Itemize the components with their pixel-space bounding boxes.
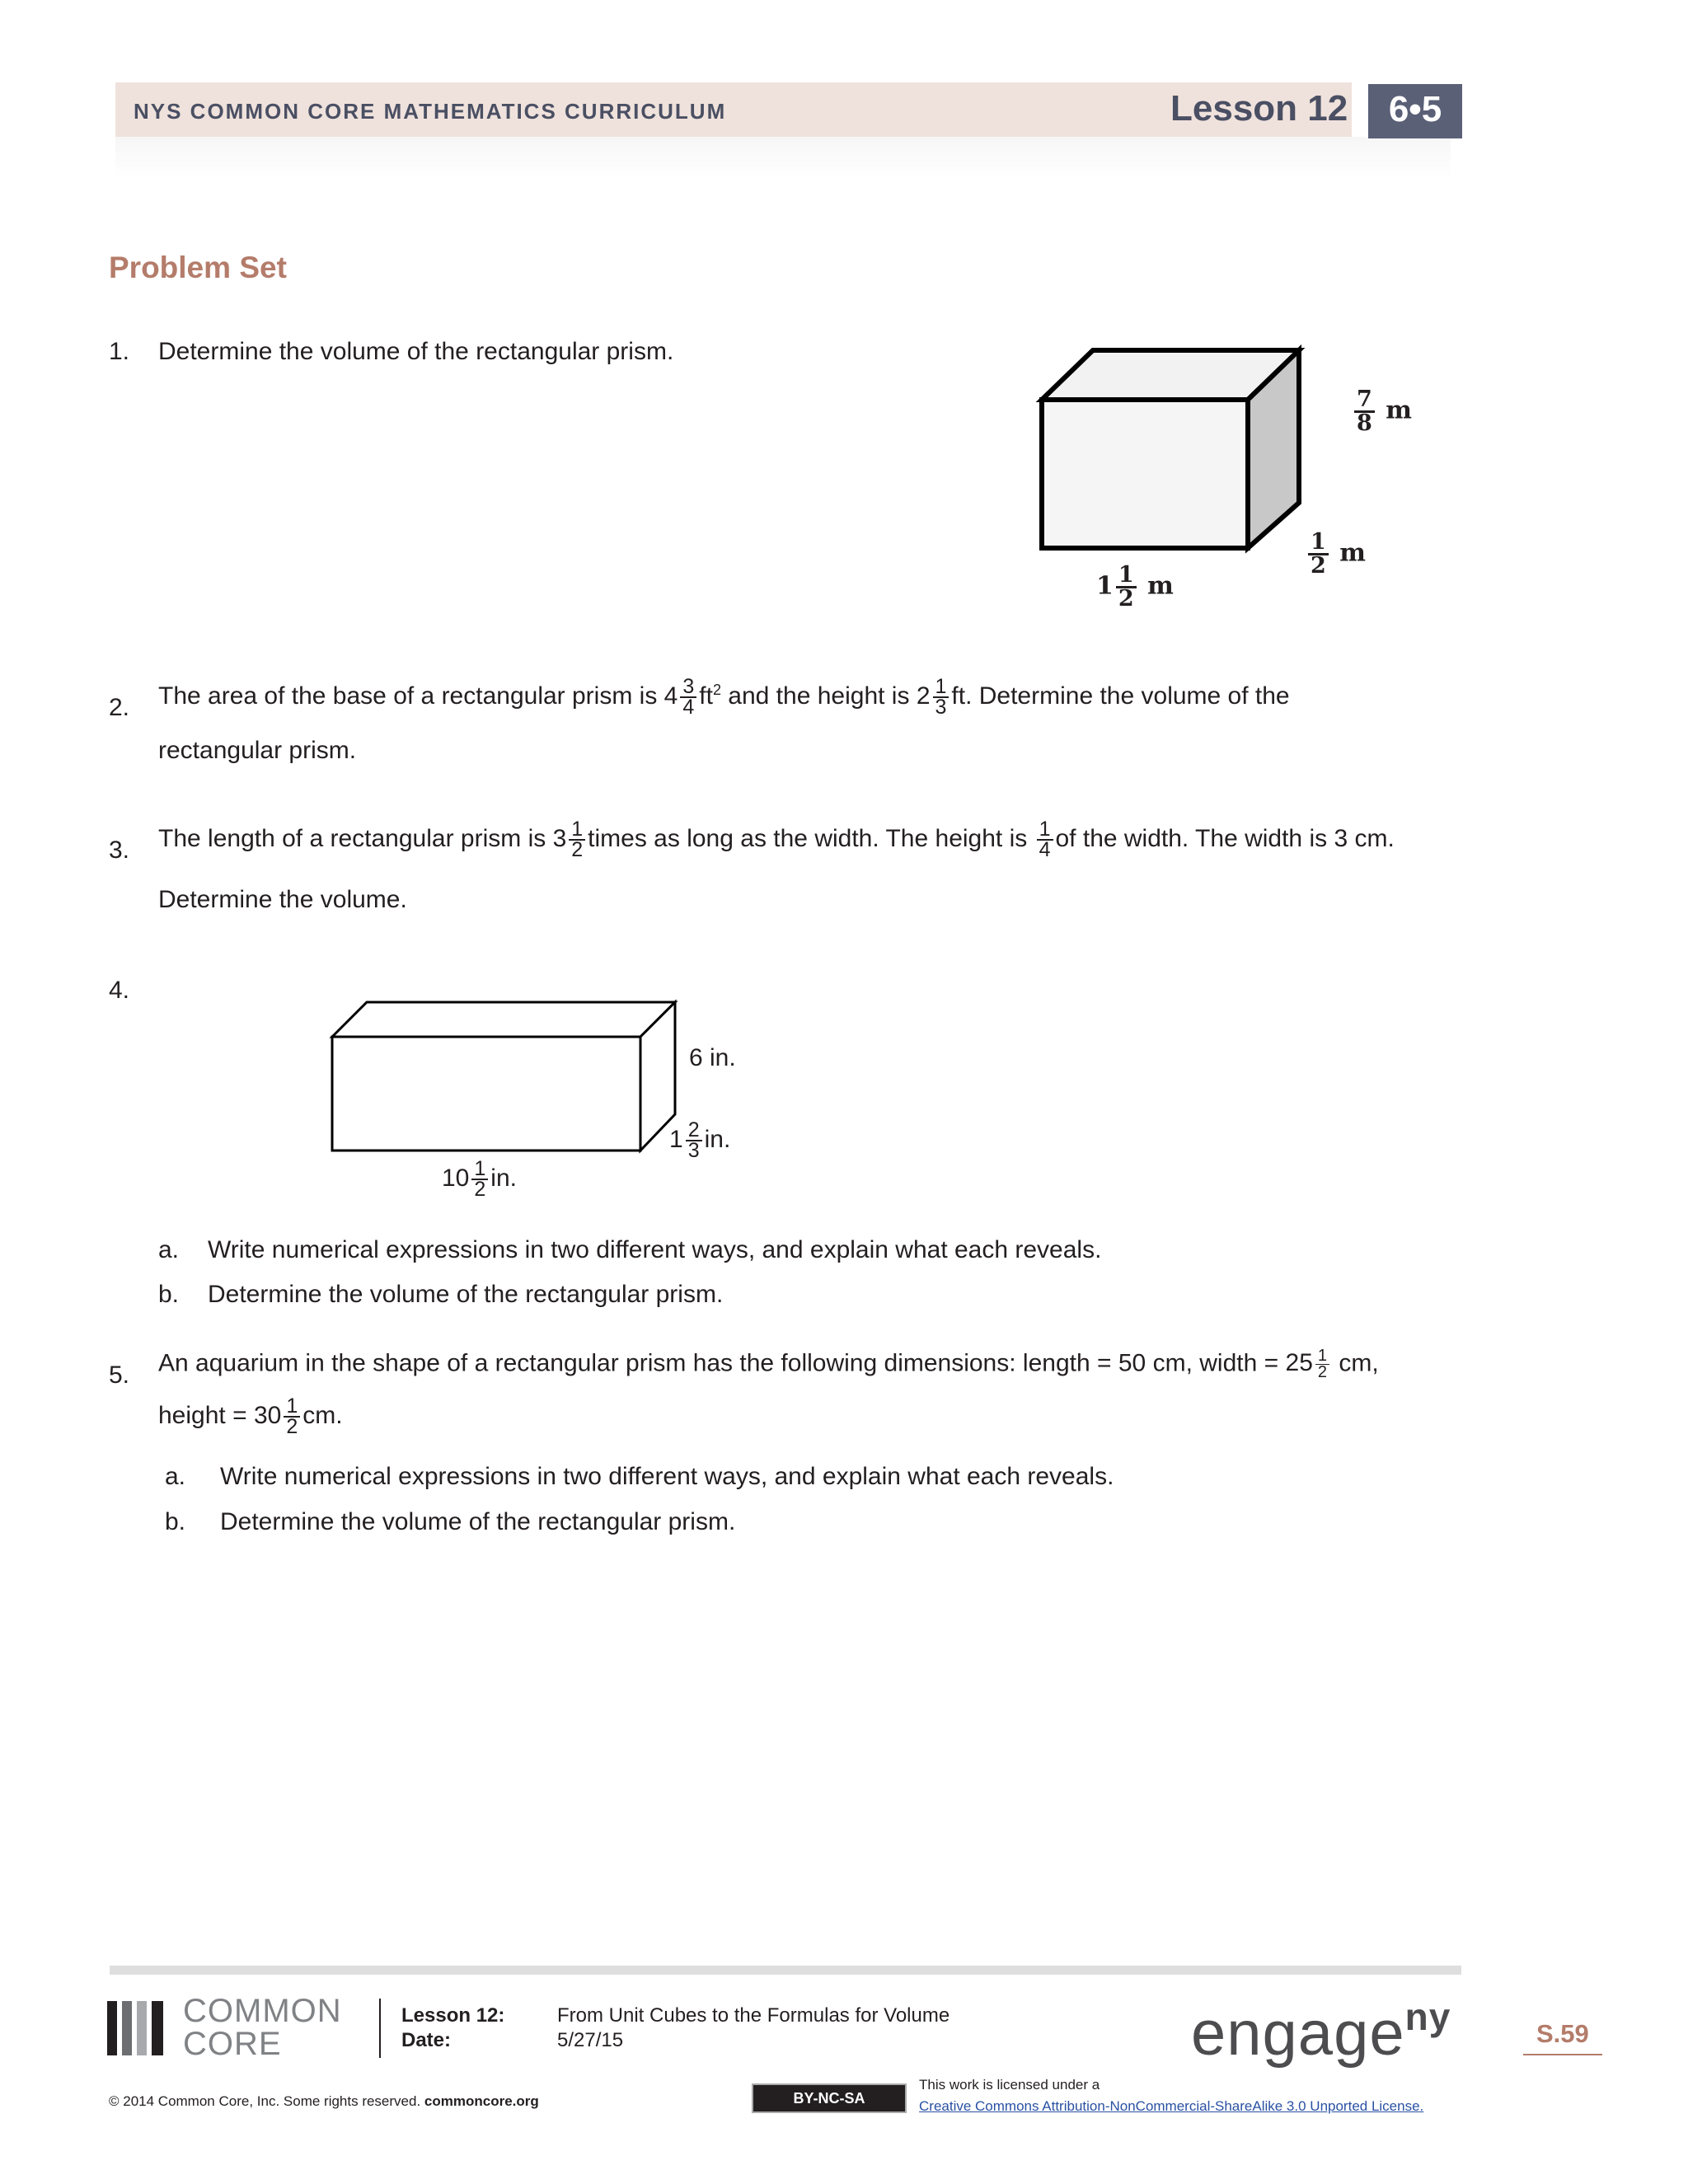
common-core-logo-line-1: COMMON	[183, 1993, 342, 2029]
problem-2-line-2: rectangular prism.	[158, 737, 357, 764]
header-shadow	[115, 137, 1451, 178]
problem-4a-text: Write numerical expressions in two different ways, and explain what each reveals.	[208, 1236, 1102, 1263]
problem-2-line-1: The area of the base of a rectangular prism is 4 $\frac{3}{4}$ $ft^2$ and the height is 2 $\frac{1}{3}$ ft. Determine the volume of the	[158, 675, 1290, 719]
page-number-underline	[1523, 2054, 1602, 2055]
problem-5-line-2: height = 30 $\frac{1}{2}$ cm.	[158, 1394, 343, 1438]
problem-2-number: 2.	[109, 694, 130, 721]
problem-3-number: 3.	[109, 837, 130, 864]
problem-4b-text: Determine the volume of the rectangular prism.	[208, 1281, 724, 1308]
common-core-logo-line-2: CORE	[183, 2026, 282, 2062]
problem-set-title: Problem Set	[109, 251, 287, 284]
footer-date-value: 5/27/15	[557, 2029, 624, 2051]
cc-license-badge[interactable]: BY-NC-SA	[752, 2083, 907, 2113]
footer-divider	[379, 1999, 381, 2058]
engageny-logo: engage$^{ny}$	[1191, 1995, 1451, 2069]
problem-1-number: 1.	[109, 338, 130, 365]
grade-module-label: 6•5	[1388, 89, 1442, 129]
page-number: S.59	[1536, 2019, 1589, 2048]
lesson-title: Lesson 12	[1170, 88, 1348, 129]
problem-5a-letter: a.	[165, 1463, 186, 1490]
common-core-logo-icon	[107, 2001, 166, 2055]
prism-1-width-label: $\frac{1}{2}$ m	[1306, 532, 1366, 577]
footer-copyright: © 2014 Common Core, Inc. Some rights reserved. commoncore.org	[109, 2093, 539, 2109]
prism-4-width-label: 1 $\frac{2}{3}$ in.	[669, 1118, 731, 1162]
problem-1-text: Determine the volume of the rectangular prism.	[158, 338, 674, 365]
curriculum-title: NYS COMMON CORE MATHEMATICS CURRICULUM	[134, 99, 727, 124]
prism-4-height-label: 6 in.	[689, 1044, 736, 1071]
problem-5-line-1: An aquarium in the shape of a rectangular prism has the following dimensions: length = 50 cm, width = 25 $\frac{1}{2}$ cm,	[158, 1347, 1379, 1381]
footer-lesson-label: Lesson 12:	[401, 2004, 505, 2027]
license-text: This work is licensed under a	[919, 2077, 1100, 2093]
problem-3-line-2: Determine the volume.	[158, 886, 407, 913]
license-link[interactable]: Creative Commons Attribution-NonCommercial-ShareAlike 3.0 Unported License.	[919, 2098, 1424, 2114]
grade-module-badge	[1368, 84, 1462, 138]
prism-1-height-label: $\frac{7}{8}$ m	[1352, 389, 1412, 434]
problem-3-line-1: The length of a rectangular prism is 3 $\frac{1}{2}$ times as long as the width. The height is $\frac{1}{4}$ of the width. The width is 3 cm.	[158, 818, 1395, 861]
problem-4b-letter: b.	[158, 1281, 180, 1308]
footer-lesson-value: From Unit Cubes to the Formulas for Volume	[557, 2004, 950, 2027]
prism-figure-4	[326, 997, 688, 1162]
problem-4a-letter: a.	[158, 1236, 180, 1263]
prism-1-front-face	[1042, 400, 1248, 548]
prism-1-length-label: 1 $\frac{1}{2}$ m	[1096, 562, 1174, 612]
problem-5b-text: Determine the volume of the rectangular prism.	[220, 1508, 736, 1535]
prism-figure-1	[1030, 342, 1319, 556]
problem-5a-text: Write numerical expressions in two different ways, and explain what each reveals.	[220, 1463, 1114, 1490]
problem-4-number: 4.	[109, 977, 130, 1004]
footer-date-label: Date:	[401, 2029, 452, 2051]
prism-4-front-face	[332, 1037, 640, 1151]
problem-5-number: 5.	[109, 1361, 130, 1389]
problem-5b-letter: b.	[165, 1508, 186, 1535]
prism-4-top-face	[332, 1002, 675, 1037]
prism-4-length-label: 10 $\frac{1}{2}$ in.	[442, 1157, 517, 1201]
footer-rule	[110, 1966, 1461, 1975]
